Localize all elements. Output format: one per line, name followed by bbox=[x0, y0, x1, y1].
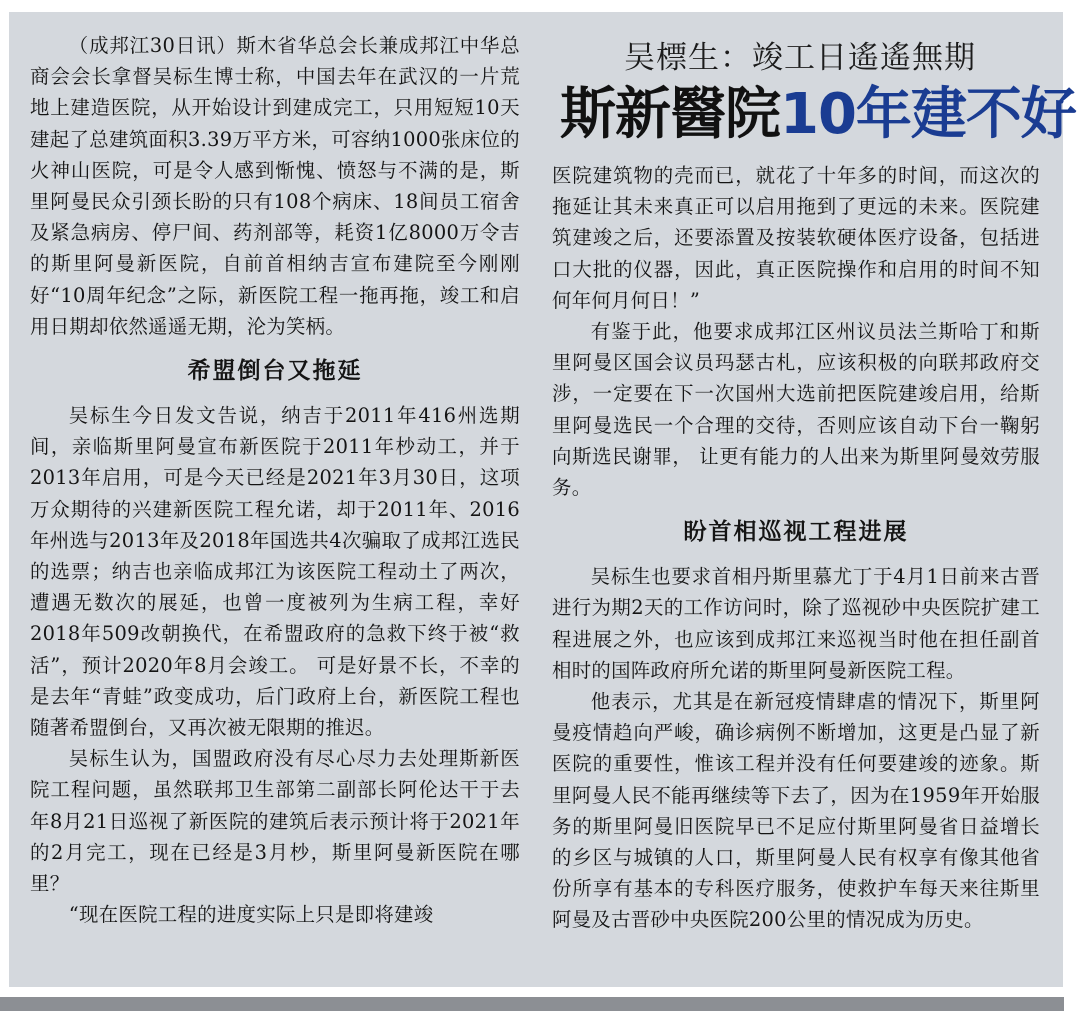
right-column bbox=[552, 160, 1040, 936]
article-paragraph-4: “现在医院工程的进度实际上只是即将建竣 bbox=[68, 903, 434, 927]
article-paragraph-7: 吴标生也要求首相丹斯里慕尤丁于4月1日前来古晋进行为期2天的工作访问时，除了巡视砂中央医院扩建工程进展之外，也应该到成邦江来巡视当时他在担任副首相时的国阵政府所允诺的斯里阿曼新医院工程。 bbox=[552, 565, 1040, 682]
article-paragraph-3: 吴标生认为，国盟政府没有尽心尽力去处理斯新医院工程问题，虽然联邦卫生部第二副部长阿伦达干于去年8月21日巡视了新医院的建筑后表示预计将于2021年的2月完工，现在已经是3月杪，斯里阿曼新医院在哪里？ bbox=[30, 747, 520, 896]
headline-part-2: 10年建不好 bbox=[780, 82, 1076, 147]
subheading-1: 希盟倒台又拖延 bbox=[187, 358, 363, 385]
headline-part-1: 斯新醫院 bbox=[560, 82, 780, 147]
article-kicker: 吴標生：竣工日遙遙無期 bbox=[624, 40, 976, 76]
article-headline bbox=[560, 80, 1076, 150]
article-paragraph-5: 医院建筑物的壳而已，就花了十年多的时间，而这次的拖延让其未来真正可以启用拖到了更远的未来。医院建筑建竣之后，还要添置及按装软硬体医疗设备，包括进口大批的仪器，因此，真正医院操作和启用的时间不知何年何月何日！” bbox=[552, 164, 1040, 312]
article-paragraph-6: 有鉴于此，他要求成邦江区州议员法兰斯哈丁和斯里阿曼区国会议员玛瑟古札，应该积极的向联邦政府交涉，一定要在下一次国州大选前把医院建竣启用，给斯里阿曼选民一个合理的交待，否则应该自动下台一鞠躬向斯选民谢罪， 让更有能力的人出来为斯里阿曼效劳服务。 bbox=[552, 320, 1040, 500]
article-paragraph-1: （成邦江30日讯）斯木省华总会长兼成邦江中华总商会会长拿督吴标生博士称，中国去年在武汉的一片荒地上建造医院，从开始设计到建成完工，只用短短10天建起了总建筑面积3.39万平方米，可容纳1000张床位的火神山医院，可是令人感到惭愧、愤怒与不满的是，斯里阿曼民众引颈长盼的只有108个病床、18间员工宿舍及紧急病房、停尸间、药剂部等，耗资1亿8000万令吉的斯里阿曼新医院，自前首相纳吉宣布建院至今刚刚好“10周年纪念”之际，新医院工程一拖再拖，竣工和启用日期却依然遥遥无期，沦为笑柄。 bbox=[30, 34, 520, 338]
bottom-divider bbox=[0, 997, 1064, 1011]
subheading-2: 盼首相巡视工程进展 bbox=[683, 519, 909, 546]
article-paragraph-2: 吴标生今日发文告说，纳吉于2011年416州选期间，亲临斯里阿曼宣布新医院于2011年杪动工，并于2013年启用，可是今天已经是2021年3月30日，这项万众期待的兴建新医院工程允诺，却于2011年、2016年州选与2013年及2018年国选共4次骗取了成邦江选民的选票；纳吉也亲临成邦江为该医院工程动土了两次，遭遇无数次的展延，也曾一度被列为生病工程，幸好2018年509改朝换代，在希盟政府的急救下终于被“救活”，预计2020年8月会竣工。 可是好景不长，不幸的是去年“青蛙”政变成功，后门政府上台，新医院工程也随著希盟倒台，又再次被无限期的推迟。 bbox=[30, 404, 520, 740]
article-paragraph-8: 他表示，尤其是在新冠疫情肆虐的情况下，斯里阿曼疫情趋向严峻，确诊病例不断增加，这更是凸显了新医院的重要性，惟该工程并没有任何要建竣的迹象。斯里阿曼人民不能再继续等下去了，因为在1959年开始服务的斯里阿曼旧医院早已不足应付斯里阿曼省日益增长的乡区与城镇的人口，斯里阿曼人民有权享有像其他省份所享有基本的专科医疗服务，使救护车每天来往斯里阿曼及古晋砂中央医院200公里的情况成为历史。 bbox=[552, 690, 1040, 932]
left-column bbox=[30, 30, 520, 930]
